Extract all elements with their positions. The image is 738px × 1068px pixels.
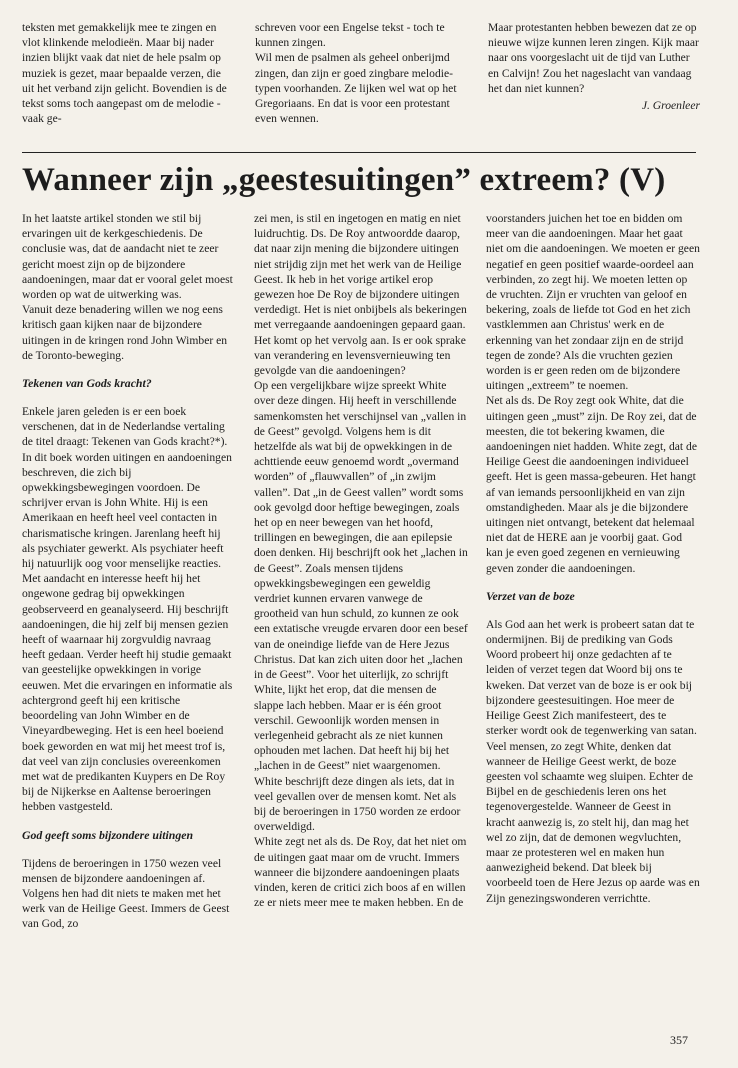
article-title: Wanneer zijn „geestesuitingen” extreem? (V) [22,162,666,198]
paragraph: zei men, is stil en ingetogen en matig en niet luidruchtig. Ds. De Roy antwoordde daarop, dat naar zijn mening die bijzondere uitingen niet strijdig zijn met het werk van de Heilige Geest. Ik heb in het vorige artikel erop gewezen hoe De Roy de bijzondere uitingen verdedigt. Het is niet onbijbels als bekeringen met verregaande aandoeningen gepaard gaan. Het komt op het vervolg aan. Is er ook sprake van verandering en levensvernieuwing ten gevolgde van die aandoeningen? [254,212,467,378]
previous-article-column-1 [22,20,234,126]
article-column-3 [486,211,700,932]
section-heading: Verzet van de boze [486,588,575,603]
previous-article-column-3 [488,20,700,126]
section-divider [22,152,696,153]
paragraph: schreven voor een Engelse tekst - toch te kunnen zingen. [255,21,445,50]
author-signature: J. Groenleer [641,99,700,113]
page-number: 357 [670,1033,688,1047]
paragraph: Tijdens de beroeringen in 1750 wezen veel mensen de bijzondere aandoeningen af. Volgens hen had dit niets te maken met het werk van de Heilige Geest. Immers de Geest van God, zo [22,856,230,931]
article-body [22,211,700,932]
article-column-2 [254,211,468,932]
previous-article-column-2 [255,20,467,126]
paragraph: In dit boek worden uitingen en aandoeningen beschreven, die zich bij opwekkingsbewegingen voordoen. De schrijver ervan is John White. Hij is een Amerikaan en heeft heel veel contacten in charismatische kringen. Jarenlang heeft hij als psychiater gewerkt. Als psychiater heeft hij natuurlijk oog voor menselijke reacties. Met aandacht en interesse heeft hij het ongewone gedrag bij opwekkingen geobserveerd en geanalyseerd. Hij beschrijft aandoeningen, die hij zelf bij mensen gezien heeft of waarnaar hij zorgvuldig navraag heeft gedaan. Verder heeft hij studie gemaakt van geestelijke opwekkingen in vorige eeuwen. Met die ervaringen en informatie als achtergrond geeft hij een kritische beoordeling van John Wimber en de Vineyardbeweging. Het is een heel boeiend boek geworden en wat mij het meest trof is, dat veel van zijn conclusies overeenkomen met wat de predikanten Kuypers en De Roy bij de Nijkerkse en Aaltense beroeringen hebben vastgesteld. [22,450,233,814]
paragraph: Op een vergelijkbare wijze spreekt White over deze dingen. Hij heeft in verschillende samenkomsten het verschijnsel van „vallen in de Geest” gevolgd. Volgens hem is dit hetzelfde als wat bij de opwekkingen in de achttiende eeuw genoemd wordt „overmand worden” of „flauwvallen” of „in zwijm vallen”. Dat „in de Geest vallen” wordt soms ook gevolgd door heftige bewegingen, zoals het op en neer bewegen van het hoofd, trillingen en bewegingen, die aan epilepsie doen denken. Hij beschrijft ook het „lachen in de Geest”. Zoals mensen tijdens opwekkingsbewegingen een geweldig verdriet kunnen ervaren vanwege de grootheid van hun schuld, zo kunnen ze ook een extatische vreugde ervaren door een besef van de oneindige liefde van de Here Jezus Christus. Dat kan zich uiten door het „lachen in de Geest”. Voor het uiterlijk, zo schrijft White, lijkt het erop, dat die mensen de slappe lach hebben. Maar er is één groot verschil. Gewoonlijk worden mensen in verlegenheid gebracht als ze niet kunnen ophouden met lachen. Dat heeft hij bij het „lachen in de Geest” niet waargenomen. White beschrijft deze dingen als iets, dat in veel gevallen over de mensen komt. Net als bij de beroeringen in 1750 worden ze erdoor overweldigd. [254,379,468,834]
paragraph: Vanuit deze benadering willen we nog eens kritisch gaan kijken naar de bijzondere uitingen in de kringen rond John Wimber en de Toronto-beweging. [22,303,228,362]
paragraph: White zegt net als ds. De Roy, dat het niet om de uitingen gaat maar om de vrucht. Immers wanneer die bijzondere aandoeningen plaats vinden, keren de critici zich boos af en willen ze er niets meer mee te maken hebben. En de [254,835,467,910]
section-heading: God geeft soms bijzondere uitingen [22,827,194,842]
paragraph: In het laatste artikel stonden we stil bij ervaringen uit de kerkgeschiedenis. De conclusie was, dat de aandacht niet te zeer gericht moest zijn op de bijzondere aandoeningen, maar dat er vooral gelet moest worden op wat de uitwerking was. [22,212,233,302]
article-column-1 [22,211,236,932]
paragraph: Net als ds. De Roy zegt ook White, dat die uitingen geen „must” zijn. De Roy zei, dat de meesten, die tot bekering kwamen, die aandoeningen niet hadden. White zegt, dat de Heilige Geest die aandoeningen individueel geeft. Het is geen massa-gebeuren. Het hangt af van iemands persoonlijkheid en van zijn omstandigheden. Maar als je die bijzondere uitingen niet ontvangt, betekent dat helemaal niet dat de HERE aan je voorbij gaat. God kan je even goed zegenen en vernieuwing geven zonder die aandoeningen. [486,394,697,575]
paragraph: voorstanders juichen het toe en bidden om meer van die aandoeningen. Maar het gaat niet om die aandoeningen. We moeten er geen negatief en geen positief waarde-oordeel aan verbinden, zo zegt hij. We moeten letten op de vruchten. Zijn er vruchten van geloof en bekering, zoals de liefde tot God en het zich vastklemmen aan Christus' werk en de erkenning van het zondaar zijn en de strijd tegen de zonde? Als die vruchten gezien worden is er geen reden om de bijzondere uitingen „extreem” te noemen. [486,212,700,393]
paragraph: Enkele jaren geleden is er een boek verschenen, dat in de Nederlandse vertaling de titel draagt: Tekenen van Gods kracht?*). [22,405,228,449]
paragraph: Wil men de psalmen als geheel onberijmd zingen, dan zijn er goed zingbare melodie-typen voorhanden. Ze lijken wel wat op het Gregoriaans. En dat is voor een protestant even wennen. [255,51,457,126]
section-heading: Tekenen van Gods kracht? [22,376,152,391]
paragraph: Maar protestanten hebben bewezen dat ze op nieuwe wijze kunnen leren zingen. Kijk maar naar ons voorgeslacht uit de tijd van Luther en Calvijn! Zou het nageslacht van vandaag het dan niet kunnen? [488,21,699,95]
paragraph: teksten met gemakkelijk mee te zingen en vlot klinkende melodieën. Maar bij nader inzien blijkt vaak dat niet de hele psalm op muziek is gezet, maar bepaalde verzen, die uit het verband zijn gelicht. Bovendien is de tekst soms toch aangepast om de melodie - vaak ge- [22,21,227,126]
paragraph: Als God aan het werk is probeert satan dat te ondermijnen. Bij de prediking van Gods Woord probeert hij onze gedachten af te leiden of verzet tegen dat Woord bij ons te kweken. Dat verzet van de boze is er ook bij bijzondere geestesuitingen. Hoe meer de Heilige Geest Zich manifesteert, des te sterker wordt ook de tegenwerking van satan. Veel mensen, zo zegt White, denken dat wanneer de Heilige Geest werkt, de boze geesten vol schaamte weg sluipen. Echter de Bijbel en de geschiedenis leren ons het tegenovergestelde. Wanneer de Geest in kracht aanwezig is, zo stelt hij, dan mag het wel zo zijn, dat de demonen wegvluchten, maar ze protesteren wel en maken hun aanwezigheid bekend. Dat bleek bij voorbeeld toen de Here Jezus op aarde was en Zijn genezingswonderen verrichtte. [486,617,700,905]
previous-article-ending [22,20,700,126]
